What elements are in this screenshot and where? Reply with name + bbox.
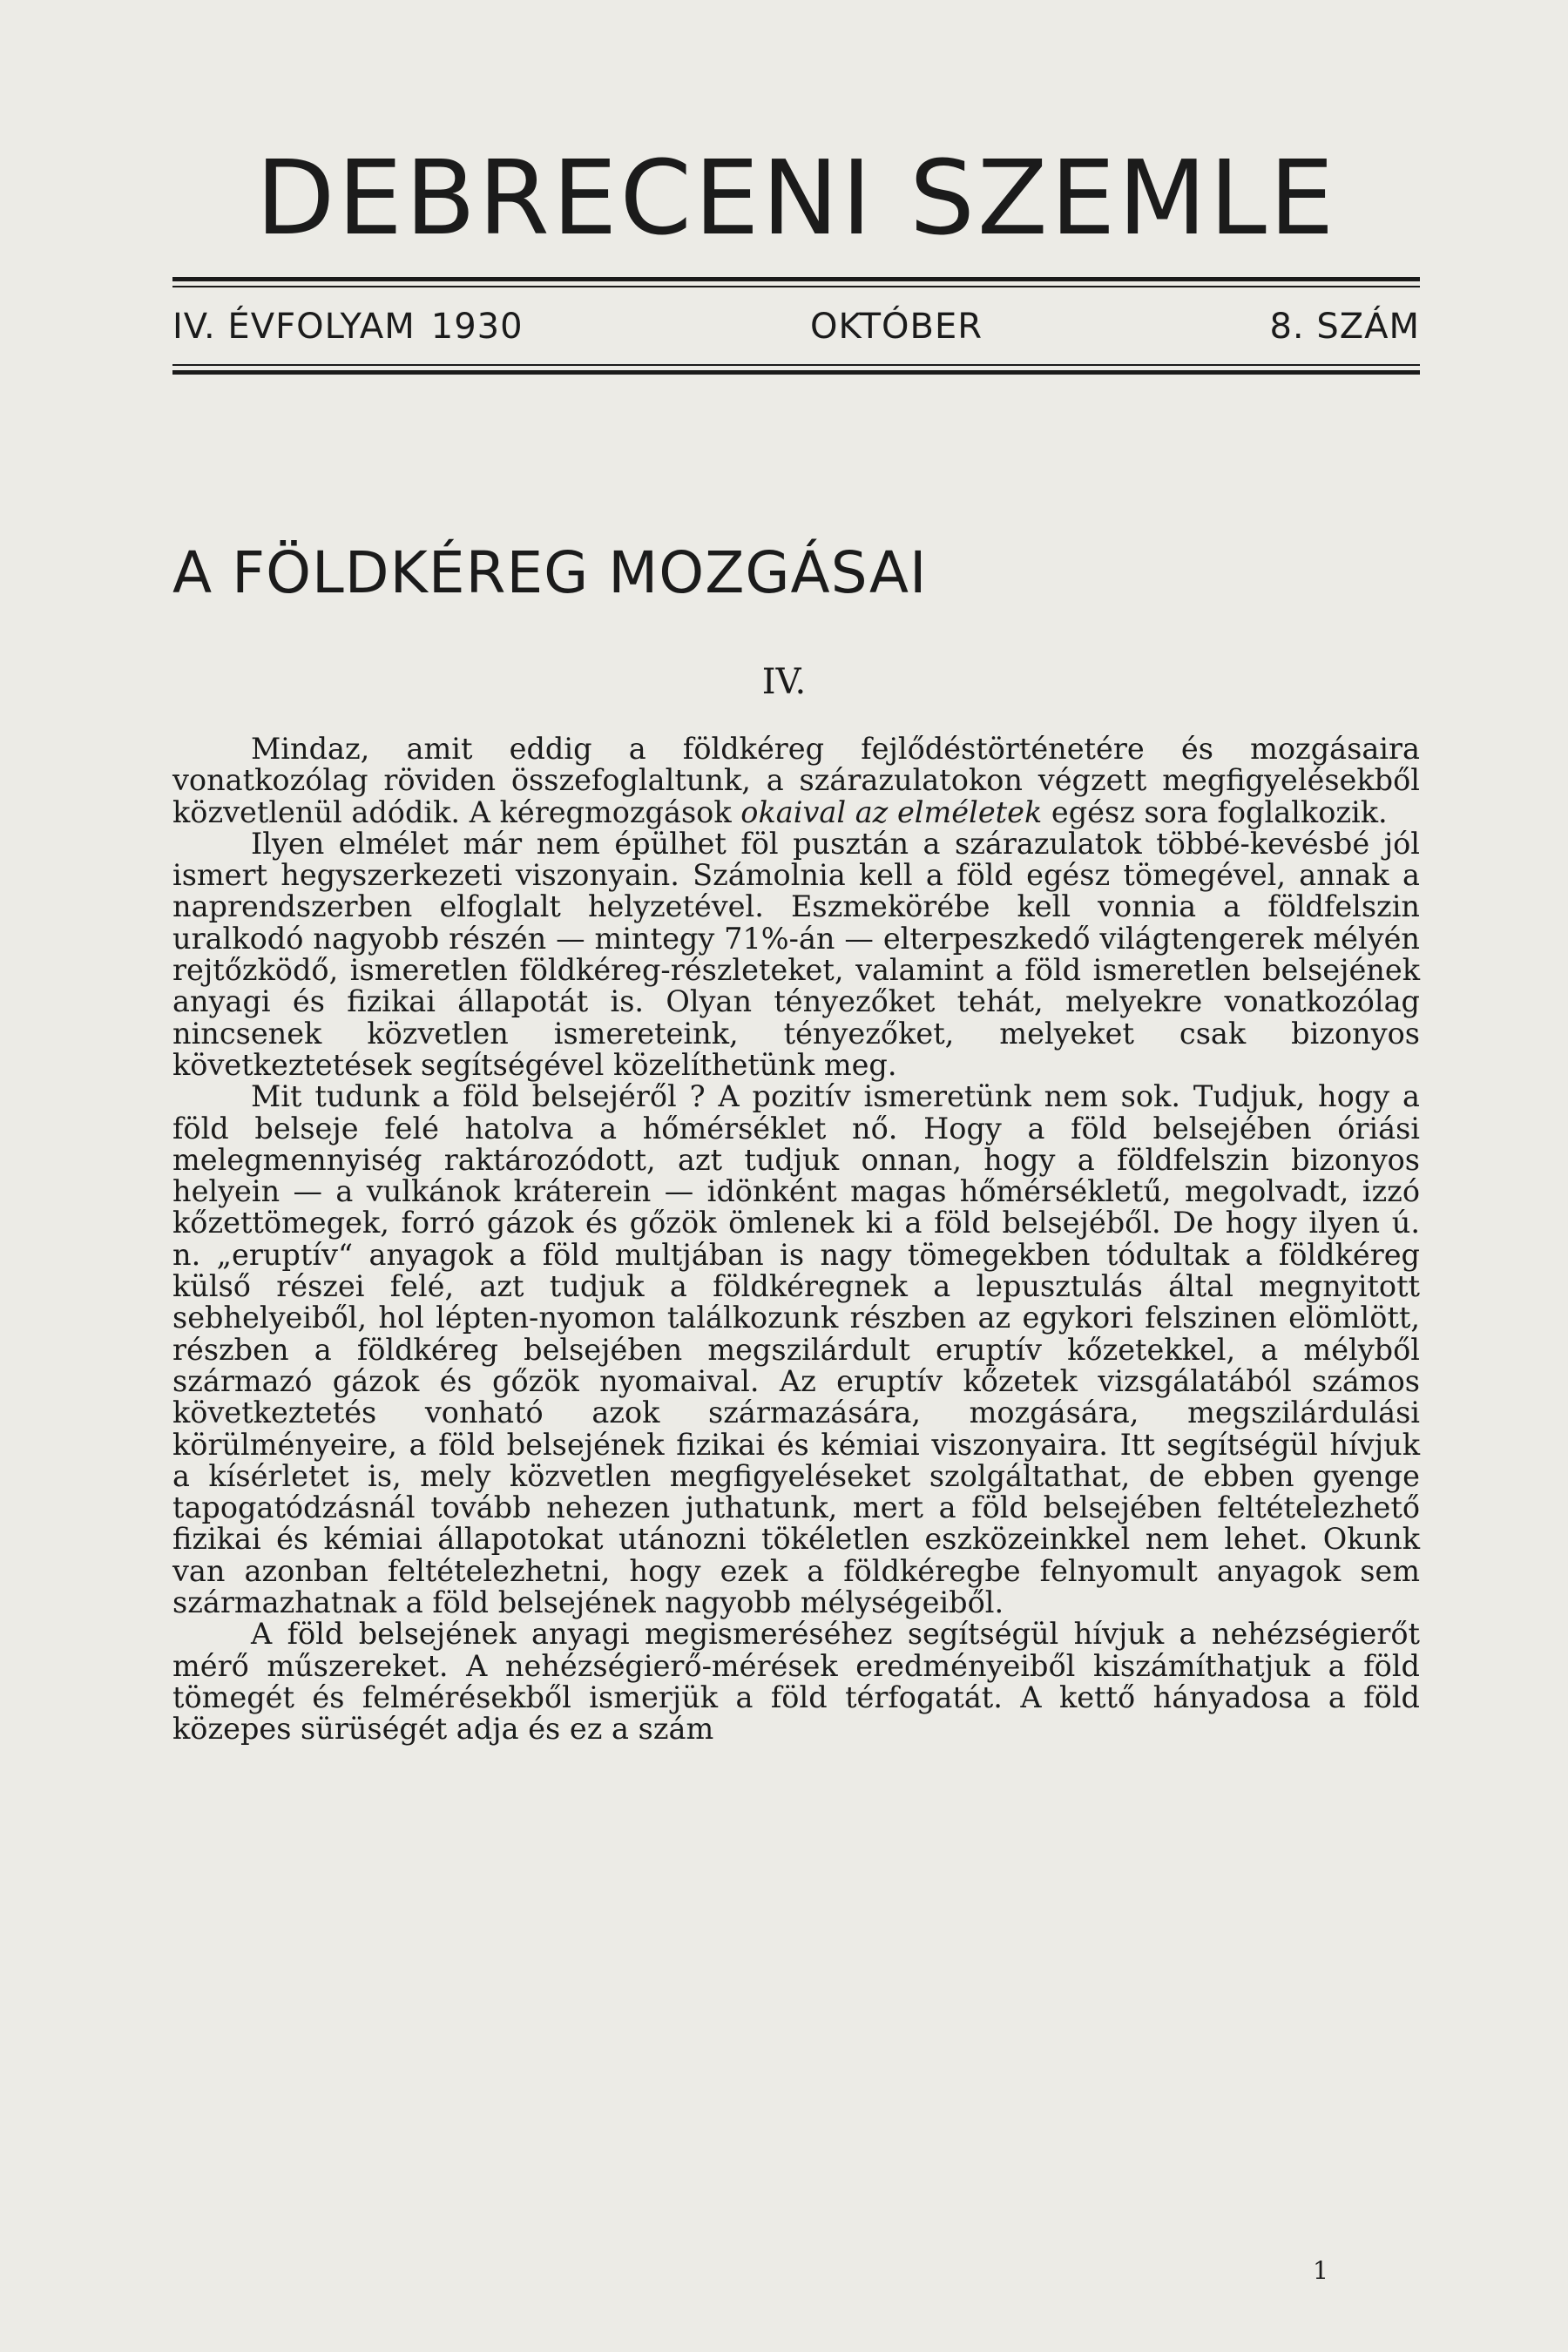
paragraph: Mit tudunk a föld belsejéről ? A pozitív ismeretünk nem sok. Tudjuk, hogy a föld belseje felé hatolva a hőmérséklet nő. Hogy a föld belsejében óriási melegmennyiség raktározódott, azt tudjuk onnan, hogy a földfelszin bizonyos helyein — a vulkánok kráterein — idönként magas hőmérsékletű, megolvadt, izzó kőzettömegek, forró gázok és gőzök ömlenek ki a föld belsejéből. De hogy ilyen ú. n. „eruptív“ anyagok a föld multjában is nagy tömegekben tódultak a földkéreg külső részei felé, azt tudjuk a földkéregnek a lepusztulás által megnyitott sebhelyeiből, hol lépten-nyomon találkozunk részben az egykori felszinen elömlött, részben a földkéreg belsejében megszilárdult eruptív kőzetekkel, a mélyből származó gázok és gőzök nyomaival. Az eruptív kőzetek vizsgálatából számos következtetés vonható azok származására, mozgására, megszilárdulási körülményeire, a föld belsejének fizikai és kémiai viszonyaira. Itt segítségül hívjuk a kísérletet is, mely közvetlen megfigyeléseket szolgáltathat, de ebben gyenge tapogatódzásnál tovább nehezen juthatunk, mert a föld belsejében feltételezhető fizikai és kémiai állapotokat utánozni tökéletlen eszközeinkkel nem lehet. Okunk van azonban feltételezhetni, hogy ezek a földkéregbe felnyomult anyagok sem származhatnak a föld belsejének nagyobb mélységeiből. [172, 1079, 1420, 1620]
volume-year [172, 307, 524, 347]
masthead-rule-bottom [172, 364, 1420, 375]
article-title: A FÖLDKÉREG MOZGÁSAI [172, 539, 928, 606]
article-part-number: IV. [761, 662, 807, 702]
volume: IV. ÉVFOLYAM [172, 307, 416, 347]
issue-line [172, 307, 1420, 347]
paragraph [172, 733, 1420, 828]
month: OKTÓBER [809, 307, 983, 347]
paragraph-text: egész sora foglalkozik. [1042, 794, 1388, 829]
paragraph: Ilyen elmélet már nem épülhet föl pusztán a szárazulatok többé-kevésbé jól ismert hegyszerkezeti viszonyain. Számolnia kell a föld egész tömegével, annak a naprendszerben elfoglalt helyzetével. Eszmekörébe kell vonnia a földfelszin uralkodó nagyobb részén — mintegy 71%-án — elterpeszkedő világtengerek mélyén rejtőzködő, ismeretlen földkéreg-részleteket, valamint a föld ismeretlen belsejének anyagi és fizikai állapotát is. Olyan tényezőket tehát, melyekre vonatkozólag nincsenek közvetlen ismereteink, tényezőket, melyeket csak bizonyos következtetések segítségével közelíthetünk meg. [172, 826, 1420, 1082]
year: 1930 [430, 307, 524, 347]
journal-title: DEBRECENI SZEMLE [255, 138, 1337, 258]
issue-number: 8. SZÁM [1269, 307, 1420, 347]
paragraph: A föld belsejének anyagi megismeréséhez segítségül hívjuk a nehézségierőt mérő műszereket. A nehézségierő-mérések eredményeiből kiszámíthatjuk a föld tömegét és felmérésekből ismerjük a föld térfogatát. A kettő hányadosa a föld közepes sürüségét adja és ez a szám [172, 1617, 1420, 1747]
article-body [172, 733, 1420, 1746]
paragraph-text: Mindaz, amit eddig a földkéreg fejlődéstörténetére és mozgásaira vonatkozólag röviden összefoglaltunk, a szárazulatokon végzett megfigyelésekből közvetlenül adódik. A kéregmozgások [172, 732, 1420, 829]
page-number: 1 [1313, 2256, 1328, 2285]
masthead-rule-top [172, 277, 1420, 287]
emphasis-text: okaival az elméletek [740, 794, 1043, 829]
